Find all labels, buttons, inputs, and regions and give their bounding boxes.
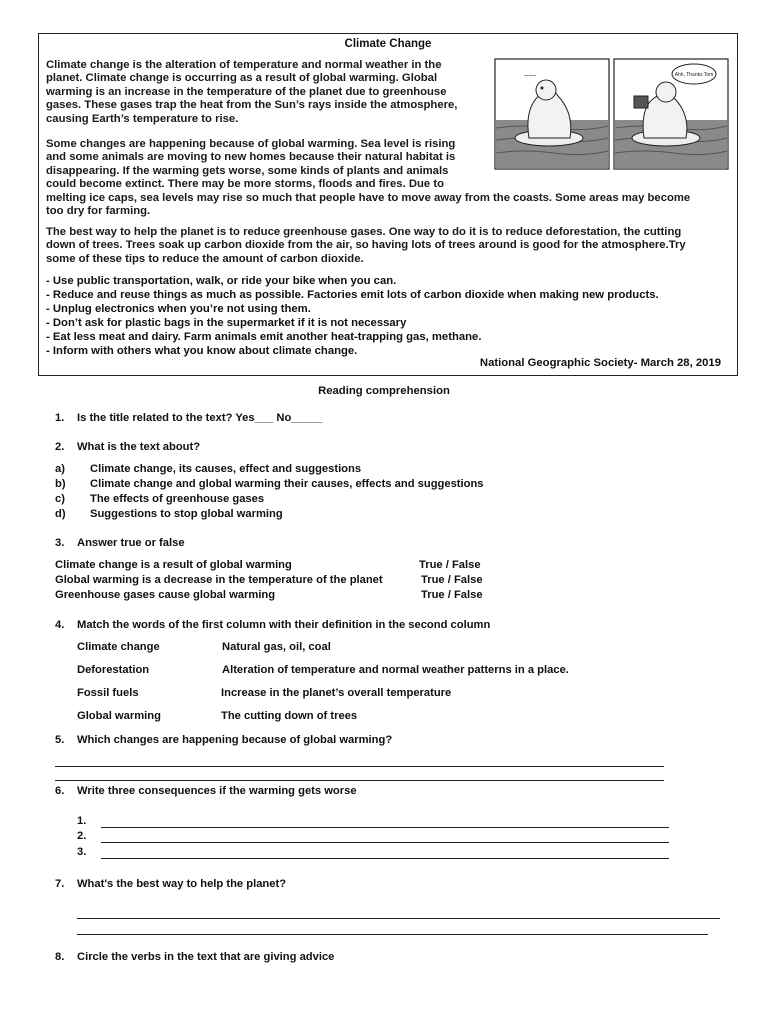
- option-letter: c): [55, 493, 65, 505]
- paragraph-line: Climate change is the alteration of temperature and normal weather in the: [46, 59, 442, 71]
- question-number: 5.: [55, 734, 65, 746]
- question-number: 7.: [55, 878, 65, 890]
- answer-line[interactable]: [77, 918, 720, 919]
- paragraph-line: gases. These gases trap the heat from the Sun’s rays inside the atmosphere,: [46, 99, 458, 112]
- paragraph-line: warming is an increase in the temperature of the planet due to greenhouse: [46, 85, 447, 98]
- tf-answer: True / False: [421, 589, 483, 601]
- text-title: Climate Change: [344, 38, 432, 50]
- question-text: Is the title related to the text? Yes___ No_____: [77, 412, 323, 424]
- tf-statement: Global warming is a decrease in the temperature of the planet: [55, 574, 383, 586]
- question-6: [55, 785, 357, 797]
- answer-line[interactable]: [101, 858, 669, 859]
- tip-item: - Inform with others what you know about climate change.: [46, 344, 358, 357]
- match-word: Global warming: [77, 710, 161, 722]
- tf-statement: Climate change is a result of global warming: [55, 559, 292, 571]
- answer-number: 3.: [77, 846, 87, 858]
- question-text: What is the text about?: [77, 441, 201, 453]
- cartoon-panel-right: [614, 59, 728, 169]
- match-word: Climate change: [77, 641, 160, 653]
- answer-line[interactable]: [55, 780, 664, 781]
- question-text: Write three consequences if the warming gets worse: [77, 785, 357, 797]
- tip-item: - Don’t ask for plastic bags in the supermarket if it is not necessary: [46, 316, 407, 329]
- tip-item: - Use public transportation, walk, or ride your bike when you can.: [46, 275, 397, 287]
- paragraph-line: causing Earth’s temperature to rise.: [46, 112, 239, 125]
- match-definition: The cutting down of trees: [221, 710, 358, 722]
- tip-item: - Eat less meat and dairy. Farm animals emit another heat-trapping gas, methane.: [46, 330, 482, 343]
- question-text: Answer true or false: [77, 537, 185, 549]
- answer-line[interactable]: [55, 766, 664, 767]
- question-4: [55, 619, 490, 631]
- question-number: 3.: [55, 537, 65, 549]
- option-a: [55, 463, 361, 475]
- match-definition: Alteration of temperature and normal weather patterns in a place.: [222, 664, 569, 676]
- tf-answer: True / False: [421, 574, 483, 586]
- question-number: 2.: [55, 441, 65, 453]
- question-number: 6.: [55, 785, 65, 797]
- answer-number: 2.: [77, 830, 87, 842]
- paragraph-line: down of trees. Trees soak up carbon dioxide from the air, so having lots of trees around is good for the atmosphere.Try: [46, 239, 686, 252]
- polar-bear-cartoon: [494, 58, 729, 170]
- match-word: Deforestation: [77, 664, 150, 676]
- option-letter: a): [55, 463, 65, 475]
- tf-answer: True / False: [419, 559, 481, 571]
- paragraph-line: could become extinct. There may be more storms, floods and fires. Due to: [46, 178, 444, 191]
- question-1: [55, 412, 322, 424]
- question-text: Circle the verbs in the text that are giving advice: [77, 951, 335, 963]
- question-2: [55, 441, 200, 453]
- paragraph-3: [46, 226, 736, 266]
- option-text: Suggestions to stop global warming: [90, 508, 283, 520]
- paragraph-line: some of these tips to reduce the amount of carbon dioxide.: [46, 252, 364, 265]
- paragraph-line: The best way to help the planet is to reduce greenhouse gases. One way to do it is to reduce deforestation, the cutting: [46, 226, 682, 238]
- option-d: [55, 508, 283, 520]
- match-definition: Increase in the planet’s overall temperature: [221, 687, 452, 699]
- question-text: What's the best way to help the planet?: [77, 878, 287, 890]
- option-text: Climate change, its causes, effect and suggestions: [90, 463, 362, 475]
- paragraph-line: disappearing. If the warming gets worse, some kinds of plants and animals: [46, 164, 449, 177]
- source-citation: National Geographic Society- March 28, 2019: [479, 357, 721, 369]
- question-text: Which changes are happening because of global warming?: [77, 734, 393, 746]
- tip-item: - Unplug electronics when you’re not using them.: [46, 302, 311, 315]
- option-text: The effects of greenhouse gases: [90, 493, 265, 505]
- answer-line[interactable]: [101, 827, 669, 828]
- paragraph-line: melting ice caps, sea levels may rise so much that people have to move away from the coasts. Some areas may become: [46, 191, 691, 204]
- paragraph-line: and some animals are moving to new homes because their natural habitat is: [46, 151, 456, 164]
- option-letter: b): [55, 478, 66, 490]
- question-7: [55, 878, 286, 890]
- paragraph-line: too dry for farming.: [46, 205, 151, 218]
- option-b: [55, 478, 484, 490]
- question-5: [55, 734, 392, 746]
- option-letter: d): [55, 508, 66, 520]
- answer-line[interactable]: [101, 842, 669, 843]
- paragraph-line: planet. Climate change is occurring as a result of global warming. Global: [46, 72, 438, 85]
- section-heading: Reading comprehension: [318, 385, 450, 397]
- question-number: 8.: [55, 951, 65, 963]
- question-number: 4.: [55, 619, 65, 631]
- cartoon-bubble-1: ~~~: [524, 73, 537, 80]
- match-word: Fossil fuels: [77, 687, 139, 699]
- question-number: 1.: [55, 412, 65, 424]
- option-c: [55, 493, 264, 505]
- answer-line[interactable]: [77, 934, 708, 935]
- reading-box: [38, 33, 738, 376]
- question-3: [55, 537, 185, 549]
- answer-number: 1.: [77, 815, 87, 827]
- cartoon-bubble-2: Ahh, Thanks Tom: [674, 72, 714, 78]
- cartoon-panel-left: [495, 59, 609, 169]
- paragraph-line: Some changes are happening because of global warming. Sea level is rising: [46, 138, 456, 150]
- tf-statement: Greenhouse gases cause global warming: [55, 589, 276, 601]
- tip-item: - Reduce and reuse things as much as possible. Factories emit lots of carbon dioxide when making new products.: [46, 288, 659, 301]
- match-definition: Natural gas, oil, coal: [222, 641, 331, 653]
- option-text: Climate change and global warming their causes, effects and suggestions: [90, 478, 484, 490]
- tips-list: [46, 275, 659, 358]
- paragraph-1: [46, 59, 486, 126]
- question-text: Match the words of the first column with their definition in the second column: [77, 619, 491, 631]
- question-8: [55, 951, 334, 963]
